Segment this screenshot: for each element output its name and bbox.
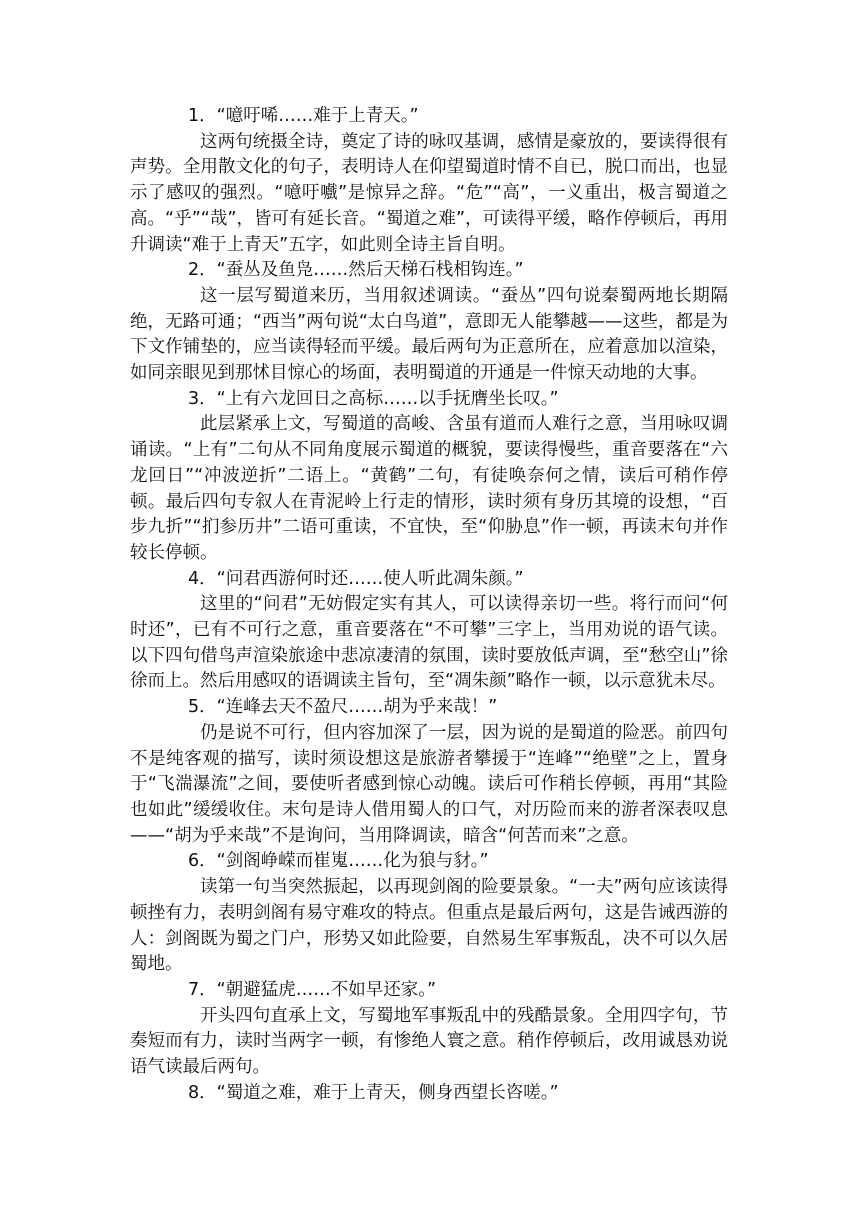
section-2-heading: 2．“蚕丛及鱼凫……然后天梯石栈相钩连。” xyxy=(188,260,524,281)
section-1-heading: 1．“噫吁唏……难于上青天。” xyxy=(188,106,419,126)
section-2-body: 这一层写蜀道来历，当用叙述调读。“蚕丛”四句说秦蜀两地长期隔绝，无路可通；“西当”两句说“太白鸟道”，意即无人能攀越——这些，都是为下文作铺垫的，应当读得轻而平缓。最后两句为正意所在，应着意加以渲染，如同亲眼见到那怵目惊心的场面，表明蜀道的开通是一件惊天动地的大事。 xyxy=(130,285,728,384)
section-6-body: 读第一句当突然振起，以再现剑阁的险要景象。“一夫”两句应该读得顿挫有力，表明剑阁有易守难攻的特点。但重点是最后两句，这是告诫西游的人：剑阁既为蜀之门户，形势又如此险要，自然易生军事叛乱，决不可以久居蜀地。 xyxy=(130,877,728,975)
section-7-body: 开头四句直承上文，写蜀地军事叛乱中的残酷景象。全用四字句，节奏短而有力，读时当两字一顿，有惨绝人寰之意。稍作停顿后，改用诚恳劝说语气读最后两句。 xyxy=(130,1005,728,1078)
section-7-heading: 7．“朝避猛虎……不如早还家。” xyxy=(188,979,437,1000)
section-5-heading: 5．“连峰去天不盈尺……胡为乎来哉！” xyxy=(188,697,498,718)
section-1-body: 这两句统摄全诗，奠定了诗的咏叹基调，感情是豪放的，要读得很有声势。全用散文化的句子，表明诗人在仰望蜀道时情不自已，脱口而出，也显示了感叹的强烈。“噫吁嚱”是惊异之辞。“危”“高”，一义重出，极言蜀道之高。“乎”“哉”，皆可有延长音。“蜀道之难”，可读得平缓，略作停顿后，再用升调读“难于上青天”五字，如此则全诗主旨自明。 xyxy=(130,131,728,255)
section-8-heading: 8．“蜀道之难，难于上青天，侧身西望长咨嗟。” xyxy=(188,1082,559,1103)
section-4-heading: 4．“问君西游何时还……使人听此凋朱颜。” xyxy=(188,568,524,589)
section-3-heading: 3．“上有六龙回日之高标……以手抚膺坐长叹。” xyxy=(188,388,559,409)
section-4-body: 这里的“问君”无妨假定实有其人，可以读得亲切一些。将行而问“何时还”，已有不可行之意，重音要落在“不可攀”三字上，当用劝说的语气读。以下四句借鸟声渲染旅途中悲凉凄清的氛围，读时要放低声调，至“愁空山”徐徐而上。然后用感叹的语调读主旨句，至“凋朱颜”略作一顿，以示意犹未尽。 xyxy=(130,594,728,692)
section-6-heading: 6．“剑阁峥嵘而崔嵬……化为狼与豺。” xyxy=(188,851,489,872)
section-3-body: 此层紧承上文，写蜀道的高峻、含虽有道而人难行之意，当用咏叹调诵读。“上有”二句从不同角度展示蜀道的概貌，要读得慢些，重音要落在“六龙回日”“冲波逆折”二语上。“黄鹤”二句，有徒唤奈何之情，读后可稍作停顿。最后四句专叙人在青泥岭上行走的情形，读时须有身历其境的设想，“百步九折”“扪参历井”二语可重读，不宜快，至“仰胁息”作一顿，再读末句并作较长停顿。 xyxy=(130,414,728,563)
document-body xyxy=(130,104,728,1106)
section-5-body: 仍是说不可行，但内容加深了一层，因为说的是蜀道的险恶。前四句不是纯客观的描写，读时须设想这是旅游者攀援于“连峰”“绝壁”之上，置身于“飞湍瀑流”之间，要使听者感到惊心动魄。读后可作稍长停顿，再用“其险也如此”缓缓收住。末句是诗人借用蜀人的口气，对历险而来的游者深表叹息——“胡为乎来哉”不是询问，当用降调读，暗含“何苦而来”之意。 xyxy=(130,722,728,846)
